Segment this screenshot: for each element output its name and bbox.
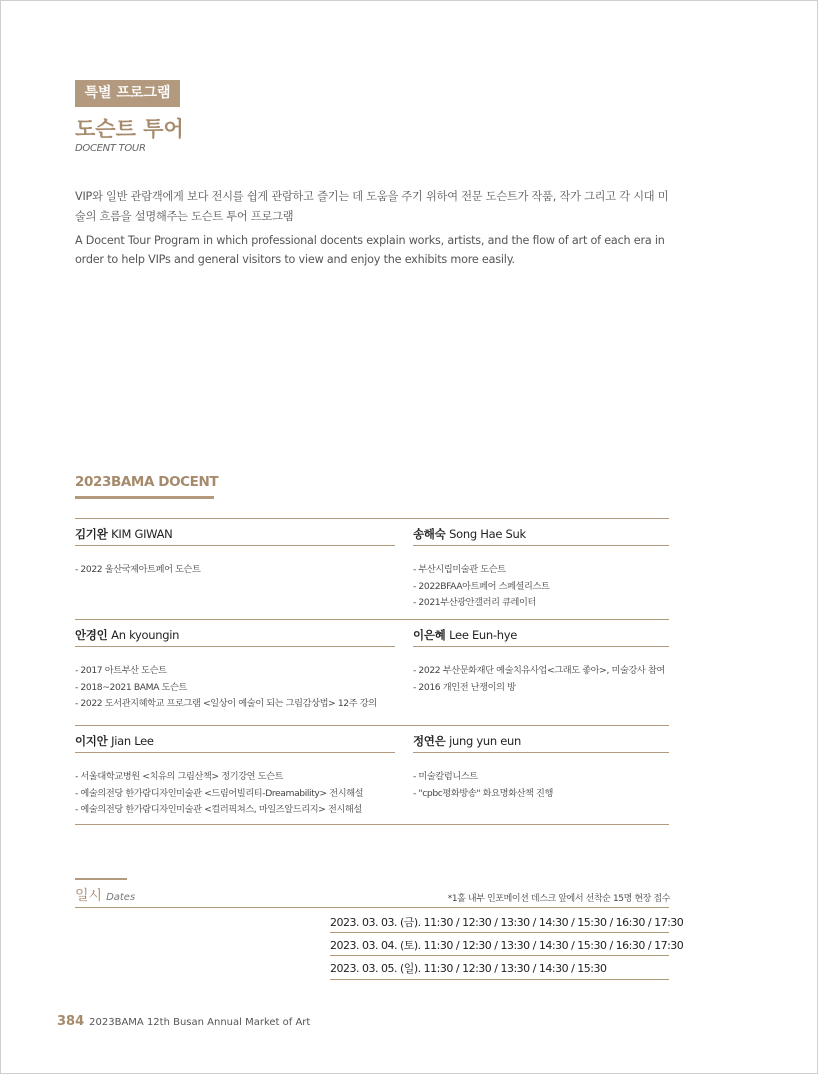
page-subtitle: DOCENT TOUR	[75, 143, 146, 154]
divider	[413, 752, 669, 753]
career-item: - 2022 도서관지혜학교 프로그램 <일상이 예술이 되는 그림감상법> 12주 강의	[75, 698, 377, 709]
docent-career	[413, 562, 549, 612]
career-item: - 2017 아트부산 도슨트	[75, 665, 167, 676]
career-item: - 예술의전당 한가람디자인미술관 <드림어빌리티-Dreamability> 전시해설	[75, 787, 364, 799]
docent-career	[413, 663, 665, 696]
date-row: 2023. 03. 05. (일). 11:30 / 12:30 / 13:30 / 14:30 / 15:30	[330, 962, 607, 975]
divider	[413, 545, 669, 546]
divider	[75, 752, 395, 753]
divider	[413, 646, 669, 647]
docent-career	[75, 769, 363, 819]
divider	[75, 907, 669, 908]
career-item: - 2022BFAA아트페어 스페셜리스트	[413, 580, 550, 592]
page-title: 도슨트 투어	[75, 117, 184, 141]
program-badge: 특별 프로그램	[75, 80, 180, 107]
page-number: 384	[57, 1014, 85, 1029]
docent-career	[75, 562, 200, 579]
divider	[75, 725, 669, 726]
page-footer	[57, 1014, 310, 1029]
docent-name: 이은혜 Lee Eun-hye	[413, 628, 518, 642]
divider	[330, 932, 669, 933]
career-item: - 예술의전당 한가람디자인미술관 <컬러픽쳐스, 마일즈알드리지> 전시해설	[75, 804, 362, 815]
docent-name: 안경인 An kyoungin	[75, 628, 180, 642]
docent-name: 정연은 jung yun eun	[413, 734, 521, 748]
career-item: - 미술칼럼니스트	[413, 771, 478, 782]
description-korean: VIP와 일반 관람객에게 보다 전시를 쉽게 관람하고 즐기는 데 도움을 주기 위하여 전문 도슨트가 작품, 작가 그리고 각 시대 미술의 흐름을 설명해주는 도슨트 투어 프로그램	[75, 190, 669, 223]
docent-career	[413, 769, 553, 802]
career-item: - 부산시립미술관 도슨트	[413, 564, 506, 575]
docent-section-heading: 2023BAMA DOCENT	[75, 474, 219, 490]
divider	[330, 979, 669, 980]
docent-name: 송해숙 Song Hae Suk	[413, 527, 526, 541]
description-english: A Docent Tour Program in which professional docents explain works, artists, and the flow of art of each era in order to help VIPs and general visitors to view and enjoy the exhibits more easily.	[75, 234, 665, 266]
docent-career	[75, 663, 377, 713]
career-item: - 2022 울산국제아트페어 도슨트	[75, 564, 201, 575]
docent-name: 김기완 KIM GIWAN	[75, 527, 173, 541]
career-item: - 2016 개인전 난쟁이의 방	[413, 681, 516, 693]
career-item: - 2021부산광안갤러리 큐레이터	[413, 597, 536, 608]
date-row: 2023. 03. 04. (토). 11:30 / 12:30 / 13:30 / 14:30 / 15:30 / 16:30 / 17:30	[330, 939, 684, 952]
footer-text: 2023BAMA 12th Busan Annual Market of Art	[89, 1017, 311, 1028]
dates-label: 일시 Dates	[75, 888, 136, 904]
career-item: - 2022 부산문화재단 예술치유사업<그래도 좋아>, 미술강사 참여	[413, 665, 665, 676]
career-item: - 서울대학교병원 <치유의 그림산책> 정기강연 도슨트	[75, 771, 284, 782]
divider	[75, 545, 395, 546]
dates-label-underline	[75, 878, 127, 880]
divider	[75, 824, 669, 825]
divider	[75, 646, 395, 647]
divider	[75, 619, 669, 620]
divider	[75, 518, 669, 519]
dates-note: *1홀 내부 인포메이션 데스크 앞에서 선착순 15명 현장 접수	[447, 894, 670, 904]
career-item: - "cpbc평화방송" 화요명화산책 진행	[413, 787, 553, 799]
divider	[330, 955, 669, 956]
docent-name: 이지안 Jian Lee	[75, 734, 154, 748]
date-row: 2023. 03. 03. (금). 11:30 / 12:30 / 13:30 / 14:30 / 15:30 / 16:30 / 17:30	[330, 916, 684, 929]
docent-heading-underline	[75, 496, 214, 499]
career-item: - 2018~2021 BAMA 도슨트	[75, 681, 187, 693]
